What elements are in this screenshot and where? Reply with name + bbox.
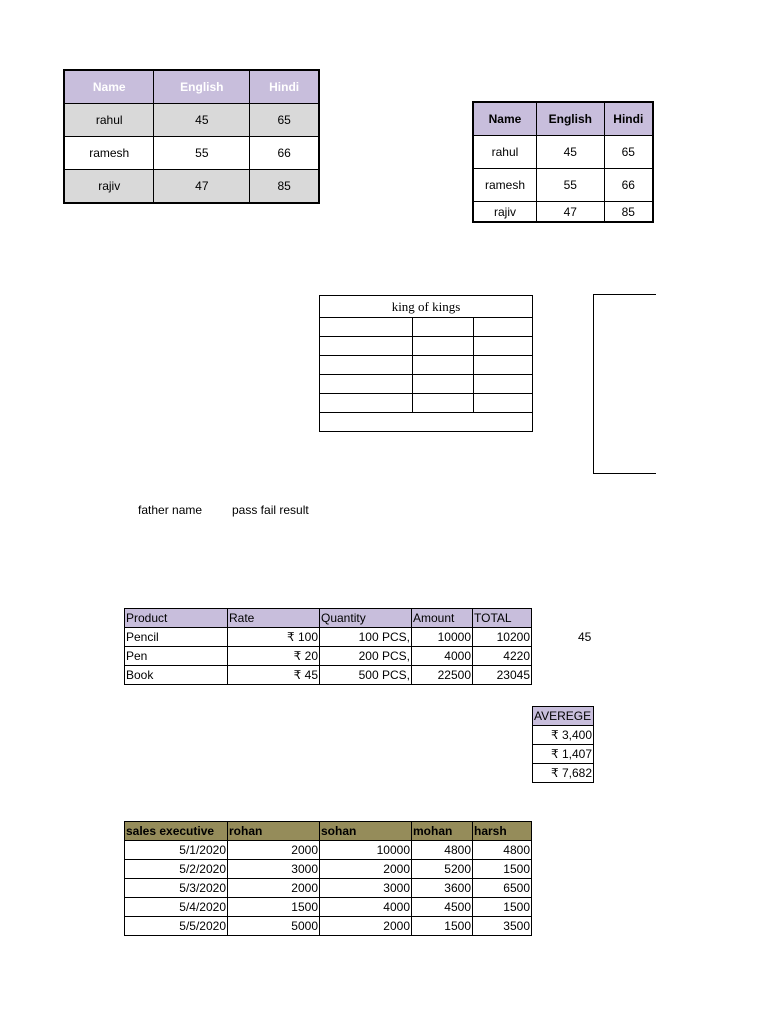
cell[interactable]: ₹ 100	[228, 628, 320, 647]
cell[interactable]	[413, 375, 474, 394]
sales-table	[124, 821, 532, 936]
cell[interactable]: 55	[154, 137, 250, 170]
cell[interactable]: 47	[536, 202, 604, 223]
cell[interactable]: 3500	[473, 917, 532, 936]
header-name[interactable]: Name	[473, 102, 536, 136]
cell[interactable]: 5/4/2020	[125, 898, 228, 917]
pass-fail-label[interactable]: pass fail result	[232, 503, 309, 517]
table-row	[125, 841, 532, 860]
cell[interactable]: Pencil	[125, 628, 228, 647]
average-table	[532, 706, 594, 783]
side-value-cell[interactable]: 45	[578, 630, 592, 644]
cell[interactable]: 2000	[228, 879, 320, 898]
cell[interactable]	[474, 375, 533, 394]
cell[interactable]: ₹ 3,400	[533, 726, 594, 745]
cell[interactable]	[320, 356, 413, 375]
header-hindi[interactable]: Hindi	[604, 102, 653, 136]
table-row	[64, 104, 319, 137]
cell[interactable]: 1500	[412, 917, 473, 936]
cell[interactable]: ₹ 1,407	[533, 745, 594, 764]
cell[interactable]: rahul	[473, 136, 536, 169]
marks-table-2	[472, 101, 654, 223]
cell[interactable]	[474, 356, 533, 375]
table-row	[533, 745, 594, 764]
cell[interactable]: 22500	[412, 666, 473, 685]
marks-table-1	[63, 69, 320, 204]
father-name-label[interactable]: father name	[138, 503, 203, 517]
header-english[interactable]: English	[154, 70, 250, 104]
header-average[interactable]: AVEREGE	[533, 707, 594, 726]
cell[interactable]: ₹ 7,682	[533, 764, 594, 783]
table-row	[125, 879, 532, 898]
header-total[interactable]: TOTAL	[473, 609, 532, 628]
table-row	[125, 917, 532, 936]
cell[interactable]: 6500	[473, 879, 532, 898]
cell[interactable]	[413, 318, 474, 337]
cell[interactable]	[474, 318, 533, 337]
cell[interactable]: 5000	[228, 917, 320, 936]
cell[interactable]: 100 PCS,	[320, 628, 412, 647]
cell[interactable]	[413, 337, 474, 356]
cell[interactable]: Book	[125, 666, 228, 685]
product-table	[124, 608, 532, 685]
cell[interactable]: 3000	[320, 879, 412, 898]
table-row	[125, 860, 532, 879]
cell[interactable]: 55	[536, 169, 604, 202]
table-row	[64, 170, 319, 204]
table-row	[320, 394, 533, 413]
table-row	[125, 647, 532, 666]
cell[interactable]: rahul	[64, 104, 154, 137]
cell[interactable]: 23045	[473, 666, 532, 685]
cell[interactable]: 2000	[228, 841, 320, 860]
cell[interactable]: 10000	[412, 628, 473, 647]
table-row	[320, 413, 533, 432]
cell[interactable]: Pen	[125, 647, 228, 666]
cell[interactable]: ramesh	[64, 137, 154, 170]
cell[interactable]: 47	[154, 170, 250, 204]
cell[interactable]	[320, 318, 413, 337]
cell[interactable]: 10000	[320, 841, 412, 860]
cell[interactable]: rajiv	[64, 170, 154, 204]
table-row	[125, 666, 532, 685]
cell[interactable]: 66	[604, 169, 653, 202]
cell[interactable]: 85	[250, 170, 319, 204]
cell[interactable]: 65	[604, 136, 653, 169]
empty-box	[593, 294, 656, 474]
table-row	[473, 202, 653, 223]
table-row	[320, 318, 533, 337]
cell[interactable]: 4220	[473, 647, 532, 666]
cell[interactable]: 4000	[412, 647, 473, 666]
header-harsh[interactable]: harsh	[473, 822, 532, 841]
cell[interactable]	[320, 337, 413, 356]
header-rate[interactable]: Rate	[228, 609, 320, 628]
cell[interactable]: 66	[250, 137, 319, 170]
cell[interactable]: ₹ 20	[228, 647, 320, 666]
cell[interactable]: 2000	[320, 917, 412, 936]
cell[interactable]	[320, 413, 533, 432]
table-row	[533, 726, 594, 745]
cell[interactable]: 4000	[320, 898, 412, 917]
header-mohan[interactable]: mohan	[412, 822, 473, 841]
header-hindi[interactable]: Hindi	[250, 70, 319, 104]
cell[interactable]	[413, 394, 474, 413]
table-row	[473, 136, 653, 169]
cell[interactable]: 200 PCS,	[320, 647, 412, 666]
cell[interactable]: 85	[604, 202, 653, 223]
cell[interactable]	[474, 394, 533, 413]
table-row	[320, 375, 533, 394]
header-english[interactable]: English	[536, 102, 604, 136]
table-row	[125, 628, 532, 647]
cell[interactable]: 1500	[473, 860, 532, 879]
cell[interactable]: 5/2/2020	[125, 860, 228, 879]
cell[interactable]	[474, 337, 533, 356]
cell[interactable]: 1500	[228, 898, 320, 917]
cell[interactable]: 45	[154, 104, 250, 137]
cell[interactable]: 3600	[412, 879, 473, 898]
cell[interactable]	[320, 375, 413, 394]
table-row	[64, 137, 319, 170]
header-sohan[interactable]: sohan	[320, 822, 412, 841]
table-row	[533, 764, 594, 783]
cell[interactable]: ₹ 45	[228, 666, 320, 685]
cell[interactable]: 5/3/2020	[125, 879, 228, 898]
table-row	[320, 356, 533, 375]
cell[interactable]: 4500	[412, 898, 473, 917]
header-name[interactable]: Name	[64, 70, 154, 104]
table-row	[473, 169, 653, 202]
cell[interactable]: rajiv	[473, 202, 536, 223]
table-row	[125, 898, 532, 917]
cell[interactable]	[320, 394, 413, 413]
king-table	[319, 295, 533, 432]
cell[interactable]: 1500	[473, 898, 532, 917]
header-quantity[interactable]: Quantity	[320, 609, 412, 628]
cell[interactable]: 4800	[473, 841, 532, 860]
cell[interactable]: 3000	[228, 860, 320, 879]
cell[interactable]: 2000	[320, 860, 412, 879]
header-amount[interactable]: Amount	[412, 609, 473, 628]
cell[interactable]: 65	[250, 104, 319, 137]
cell[interactable]: ramesh	[473, 169, 536, 202]
header-product[interactable]: Product	[125, 609, 228, 628]
header-sales-executive[interactable]: sales executive	[125, 822, 228, 841]
king-table-title[interactable]: king of kings	[320, 296, 533, 318]
cell[interactable]: 4800	[412, 841, 473, 860]
cell[interactable]: 5/1/2020	[125, 841, 228, 860]
cell[interactable]: 5200	[412, 860, 473, 879]
cell[interactable]	[413, 356, 474, 375]
cell[interactable]: 45	[536, 136, 604, 169]
cell[interactable]: 500 PCS,	[320, 666, 412, 685]
cell[interactable]: 10200	[473, 628, 532, 647]
table-row	[320, 337, 533, 356]
cell[interactable]: 5/5/2020	[125, 917, 228, 936]
header-rohan[interactable]: rohan	[228, 822, 320, 841]
